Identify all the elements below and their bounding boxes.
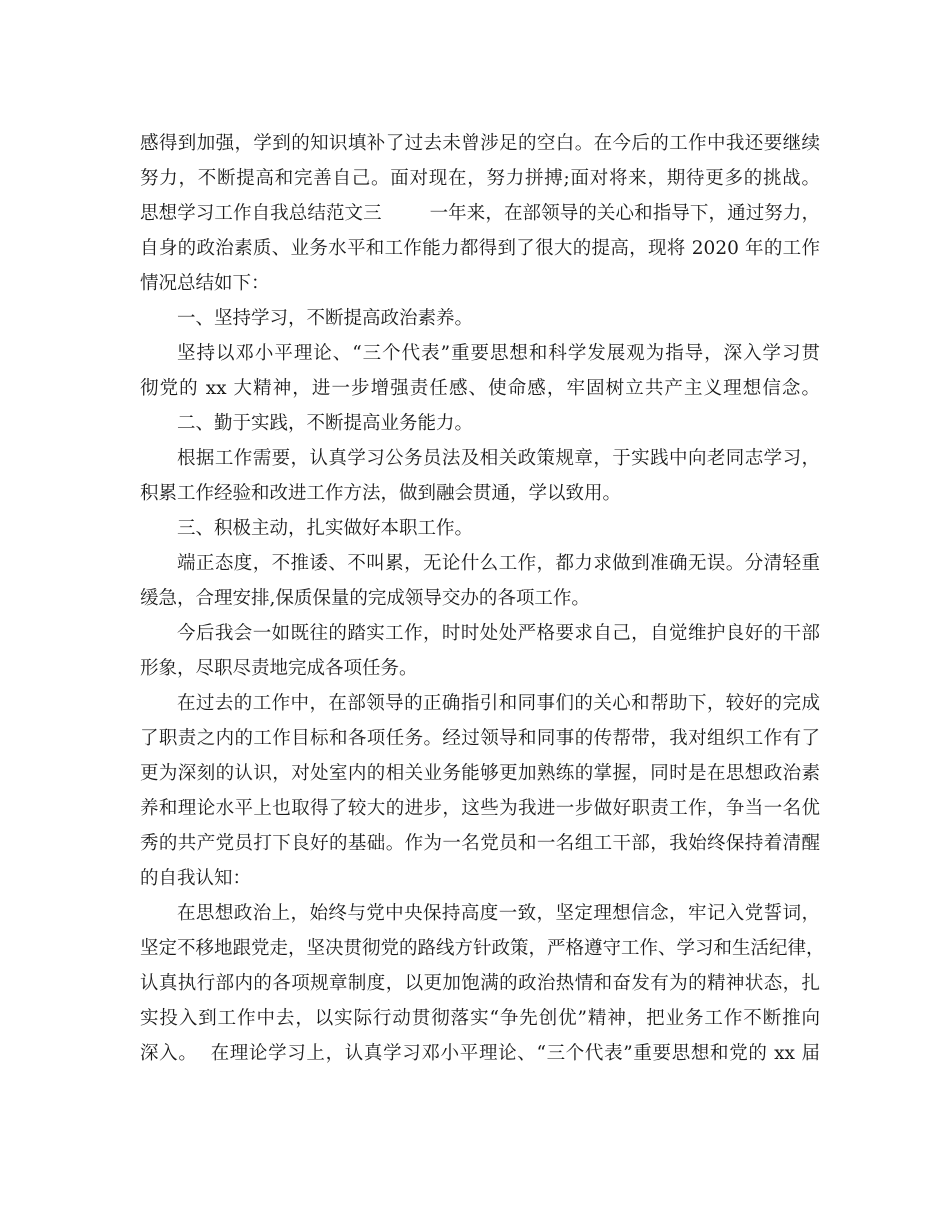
text-line: 秀的共产党员打下良好的基础。作为一名党员和一名组工干部，我始终保持着清醒: [140, 833, 820, 854]
section-heading: 一、坚持学习，不断提高政治素养。: [177, 308, 474, 329]
text-line: 实投入到工作中去，以实际行动贯彻落实“争先创优”精神，把业务工作不断推向: [140, 1008, 820, 1029]
text-line: 情况总结如下：: [140, 273, 270, 294]
text-line: 在过去的工作中，在部领导的正确指引和同事们的关心和帮助下，较好的完成: [177, 693, 820, 714]
text-line: 形象，尽职尽责地完成各项任务。: [140, 658, 418, 679]
text-line: 思想学习工作自我总结范文三 一年来，在部领导的关心和指导下，通过努力，: [140, 203, 820, 224]
section-heading: 二、勤于实践，不断提高业务能力。: [177, 413, 474, 434]
text-line: 端正态度，不推诿、不叫累，无论什么工作，都力求做到准确无误。分清轻重: [177, 553, 820, 574]
text-line: 更为深刻的认识，对处室内的相关业务能够更加熟练的掌握，同时是在思想政治素: [140, 763, 820, 784]
document-body: [140, 126, 825, 1071]
section-heading: 三、积极主动，扎实做好本职工作。: [177, 518, 474, 539]
text-line: 坚持以邓小平理论、“三个代表”重要思想和科学发展观为指导，深入学习贯: [177, 343, 820, 364]
text-line: 坚定不移地跟党走，坚决贯彻党的路线方针政策，严格遵守工作、学习和生活纪律，: [140, 938, 825, 959]
text-line: 自身的政治素质、业务水平和工作能力都得到了很大的提高，现将 2020 年的工作: [140, 238, 820, 259]
text-line: 彻党的 xx 大精神，进一步增强责任感、使命感，牢固树立共产主义理想信念。: [140, 378, 820, 399]
text-line: 今后我会一如既往的踏实工作，时时处处严格要求自己，自觉维护良好的干部: [177, 623, 820, 644]
text-line: 深入。 在理论学习上，认真学习邓小平理论、“三个代表”重要思想和党的 xx 届: [140, 1043, 820, 1064]
text-line: 认真执行部内的各项规章制度，以更加饱满的政治热情和奋发有为的精神状态，扎: [140, 973, 820, 994]
text-line: 缓急，合理安排,保质保量的完成领导交办的各项工作。: [140, 588, 590, 609]
text-line: 的自我认知：: [140, 868, 252, 889]
text-line: 积累工作经验和改进工作方法，做到融会贯通，学以致用。: [140, 483, 622, 504]
text-line: 了职责之内的工作目标和各项任务。经过领导和同事的传帮带，我对组织工作有了: [140, 728, 820, 749]
text-line: 努力，不断提高和完善自己。面对现在，努力拼搏;面对将来，期待更多的挑战。: [140, 168, 820, 189]
text-line: 养和理论水平上也取得了较大的进步，这些为我进一步做好职责工作，争当一名优: [140, 798, 820, 819]
text-line: 感得到加强，学到的知识填补了过去未曾涉足的空白。在今后的工作中我还要继续: [140, 133, 820, 154]
text-line: 在思想政治上，始终与党中央保持高度一致，坚定理想信念，牢记入党誓词，: [177, 903, 820, 924]
text-line: 根据工作需要，认真学习公务员法及相关政策规章，于实践中向老同志学习，: [177, 448, 820, 469]
